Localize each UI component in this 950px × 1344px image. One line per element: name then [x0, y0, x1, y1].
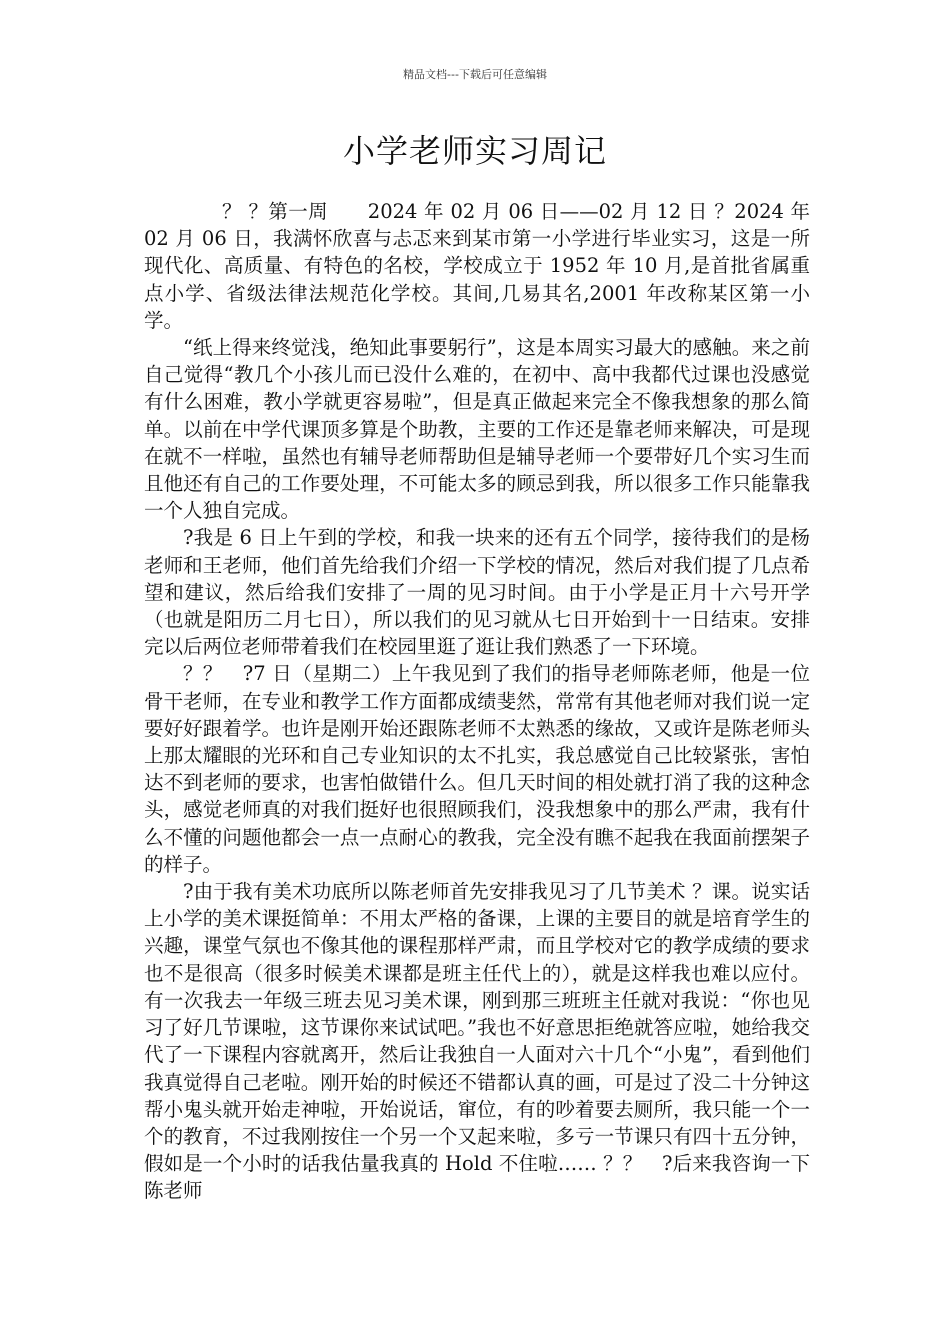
paragraph: “纸上得来终觉浅，绝知此事要躬行”，这是本周实习最大的感触。来之前自己觉得“教几个小孩儿而已没什么难的，在初中、高中我都代过课也没感觉有什么困难，教小学就更容易啦”，但是真正做起来完全不像我想象的那么简单。以前在中学代课顶多算是个助教，主要的工作还是靠老师来解决，可是现在就不一样啦，虽然也有辅导老师帮助但是辅导老师一个要带好几个实习生而且他还有自己的工作要处理，不可能太多的顾忌到我，所以很多工作只能靠我一个人独自完成。 — [144, 336, 810, 523]
page-header: 精品文档---下载后可任意编辑 — [403, 68, 547, 81]
paragraph: ?我是 6 日上午到的学校，和我一块来的还有五个同学，接待我们的是杨老师和王老师，他们首先给我们介绍一下学校的情况，然后对我们提了几点希望和建议，然后给我们安排了一周的见习时间。由于小学是正月十六号开学（也就是阳历二月七日），所以我们的见习就从七日开始到十一日结束。安排完以后两位老师带着我们在校园里逛了逛让我们熟悉了一下环境。 — [144, 526, 810, 659]
paragraph: ？？ ?7 日（星期二）上午我见到了我们的指导老师陈老师，他是一位骨干老师，在专业和教学工作方面都成绩斐然，常常有其他老师对我们说一定要好好跟着学。也许是刚开始还跟陈老师不太熟悉的缘故，又或许是陈老师头上那太耀眼的光环和自己专业知识的太不扎实，我总感觉自己比较紧张，害怕达不到老师的要求，也害怕做错什么。但几天时间的相处就打消了我的这种念头，感觉老师真的对我们挺好也很照顾我们，没我想象中的那么严肃，我有什么不懂的问题他都会一点一点耐心的教我，完全没有瞧不起我在我面前摆架子的样子。 — [144, 662, 810, 876]
paragraph: ？ ？第一周 2024 年 02 月 06 日——02 月 12 日 ？2024 年 02 月 06 日，我满怀欣喜与忐忑来到某市第一小学进行毕业实习，这是一所现代化、高质量、有特色的名校，学校成立于 1952 年 10 月,是首批省属重点小学、省级法律法规范化学校。其间,几易其名,2001 年改称某区第一小学。 — [144, 200, 810, 332]
document-title: 小学老师实习周记 — [342, 132, 607, 170]
document-body — [144, 198, 810, 1205]
paragraph: ?由于我有美术功底所以陈老师首先安排我见习了几节美术 ？课。说实话上小学的美术课挺简单：不用太严格的备课，上课的主要目的就是培育学生的兴趣，课堂气氛也不像其他的课程那样严肃，而且学校对它的教学成绩的要求也不是很高（很多时候美术课都是班主任代上的），就是这样我也难以应付。有一次我去一年级三班去见习美术课，刚到那三班班主任就对我说：“你也见习了好几节课啦，这节课你来试试吧。”我也不好意思拒绝就答应啦，她给我交代了一下课程内容就离开，然后让我独自一人面对六十几个“小鬼”，看到他们我真觉得自己老啦。刚开始的时候还不错都认真的画，可是过了没二十分钟这帮小鬼头就开始走神啦，开始说话，窜位，有的吵着要去厕所，我只能一个一个的教育，不过我刚按住一个另一个又起来啦，多亏一节课只有四十五分钟，假如是一个小时的话我估量我真的 Hold 不住啦…… ？？ ?后来我咨询一下陈老师 — [144, 880, 810, 1203]
